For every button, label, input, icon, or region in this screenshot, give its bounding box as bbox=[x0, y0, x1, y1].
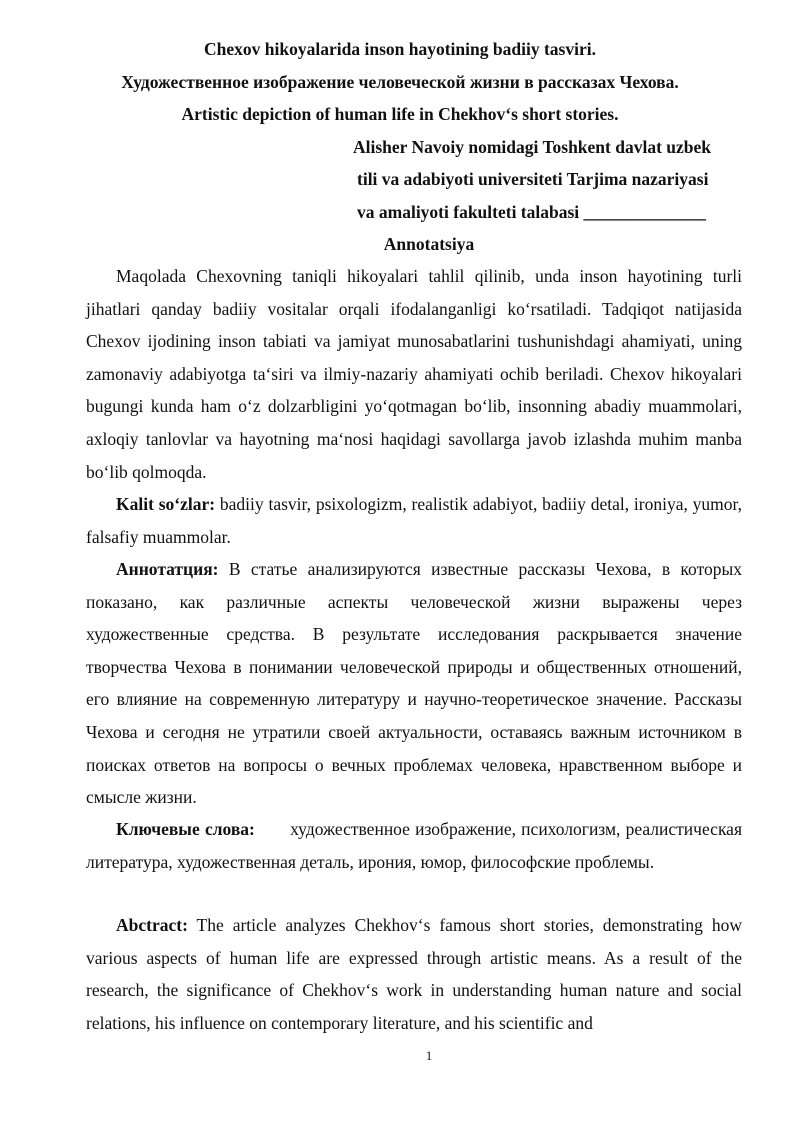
keywords-russian-text: художественное изображение, психологизм, реалистическая литература, художественная деталь, ирония, юмор, философские проблемы. bbox=[86, 819, 742, 872]
abstract-english bbox=[86, 909, 742, 1039]
title-uzbek: Chexov hikoyalarida inson hayotining badiiy tasviri. bbox=[204, 39, 596, 59]
keywords-uzbek-label: Kalit so‘zlar: bbox=[116, 494, 216, 514]
abstract-russian bbox=[86, 553, 742, 814]
annotation-heading: Annotatsiya bbox=[383, 234, 475, 254]
abstract-english-label: Abctract: bbox=[116, 915, 188, 935]
keywords-uzbek-text: badiiy tasvir, psixologizm, realistik adabiyot, badiiy detal, ironiya, yumor, falsafiy muammolar. bbox=[86, 494, 743, 547]
keywords-russian bbox=[86, 813, 742, 878]
abstract-russian-text: В статье анализируются известные рассказы Чехова, в которых показано, как различные аспекты человеческой жизни выражены через художественные средства. В результате исследования раскрывается значение творчества Чехова в понимании человеческой природы и общественных отношений, его влияние на современную литературу и научно-теоретическое значение. Рассказы Чехова и сегодня не утратили своей актуальности, оставаясь важным источником в поисках ответов на вопросы о вечных проблемах человека, нравственном выборе и смысле жизни. bbox=[86, 559, 742, 808]
affiliation-line-1: Alisher Navoiy nomidagi Toshkent davlat uzbek bbox=[353, 137, 712, 157]
abstract-russian-label: Аннотатция: bbox=[116, 559, 219, 579]
title-english: Artistic depiction of human life in Chekhov‘s short stories. bbox=[181, 104, 619, 124]
page-number: 1 bbox=[425, 1048, 433, 1063]
title-russian: Художественное изображение человеческой жизни в рассказах Чехова. bbox=[121, 72, 679, 92]
affiliation-line-3: va amaliyoti fakulteti talabasi ______________ bbox=[357, 202, 707, 222]
abstract-english-text: The article analyzes Chekhov‘s famous short stories, demonstrating how various aspects of human life are expressed through artistic means. As a result of the research, the significance of Chekhov‘s work in understanding human nature and social relations, his influence on contemporary literature, and his scientific and bbox=[86, 915, 742, 1033]
keywords-uzbek bbox=[86, 488, 742, 553]
affiliation-line-2: tili va adabiyoti universiteti Tarjima nazariyasi bbox=[357, 169, 709, 189]
abstract-uzbek: Maqolada Chexovning taniqli hikoyalari tahlil qilinib, unda inson hayotining turli jihatlari qanday badiiy vositalar orqali ifodalanganligi ko‘rsatiladi. Tadqiqot natijasida Chexov ijodining inson tabiati va jamiyat munosabatlarini tushunishdagi ahamiyati, uning zamonaviy adabiyotga ta‘siri va ilmiy-nazariy ahamiyati ochib beriladi. Chexov hikoyalari bugungi kunda ham o‘z dolzarbligini yo‘qotmagan bo‘lib, insonning abadiy muammolari, axloqiy tanlovlar va hayotning ma‘nosi haqidagi savollarga javob izlashda muhim manba bo‘lib qolmoqda. bbox=[86, 266, 742, 482]
keywords-russian-label: Ключевые слова: bbox=[116, 819, 255, 839]
